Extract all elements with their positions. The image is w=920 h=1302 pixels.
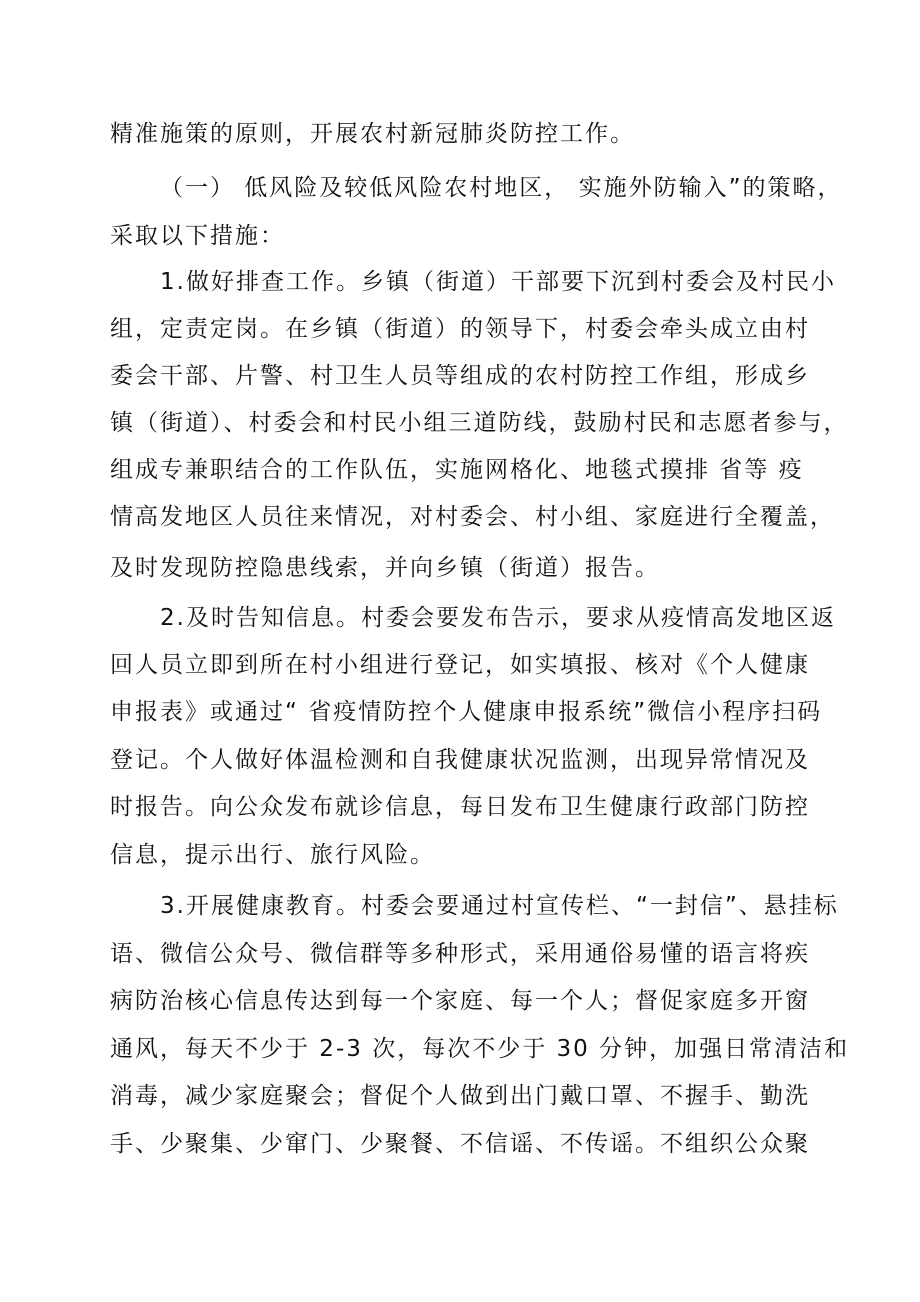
text-line: 镇（街道）、村委会和村民小组三道防线，鼓励村民和志愿者参与， [110,410,849,436]
text-line: 1.做好排查工作。乡镇（街道）干部要下沉到村委会及村民小 [160,269,836,295]
text-line: 信息，提示出行、旅行风险。 [110,842,435,868]
text-line: （一） 低风险及较低风险农村地区， 实施外防输入”的策略， [160,175,843,201]
text-line: 精准施策的原则，开展农村新冠肺炎防控工作。 [110,121,635,147]
text-line: 语、微信公众号、微信群等多种形式，采用通俗易懂的语言将疾 [110,941,810,967]
text-line: 病防治核心信息传达到每一个家庭、每一个人；督促家庭多开窗 [110,988,810,1014]
text-line: 申报表》或通过“ 省疫情防控个人健康申报系统”微信小程序扫码 [110,699,823,725]
text-line: 采取以下措施： [110,223,285,249]
text-line: 回人员立即到所在村小组进行登记，如实填报、核对《个人健康 [110,652,810,678]
text-line: 组，定责定岗。在乡镇（街道）的领导下，村委会牵头成立由村 [110,316,810,342]
text-line: 手、少聚集、少窜门、少聚餐、不信谣、不传谣。不组织公众聚 [110,1131,810,1157]
text-line: 3.开展健康教育。村委会要通过村宣传栏、“一封信”、悬挂标 [160,893,839,919]
text-line: 及时发现防控隐患线索，并向乡镇（街道）报告。 [110,555,660,581]
text-line: 情高发地区人员往来情况，对村委会、村小组、家庭进行全覆盖， [110,504,835,530]
text-line: 组成专兼职结合的工作队伍，实施网格化、地毯式摸排 省等 疫 [110,457,804,483]
text-line: 2.及时告知信息。村委会要发布告示，要求从疫情高发地区返 [160,605,836,631]
text-line: 通风，每天不少于 2-3 次，每次不少于 30 分钟，加强日常清洁和 [110,1036,850,1062]
text-line: 消毒，减少家庭聚会；督促个人做到出门戴口罩、不握手、勤洗 [110,1083,810,1109]
text-line: 登记。个人做好体温检测和自我健康状况监测，出现异常情况及 [110,747,810,773]
text-line: 时报告。向公众发布就诊信息，每日发布卫生健康行政部门防控 [110,794,810,820]
text-line: 委会干部、片警、村卫生人员等组成的农村防控工作组，形成乡 [110,363,810,389]
